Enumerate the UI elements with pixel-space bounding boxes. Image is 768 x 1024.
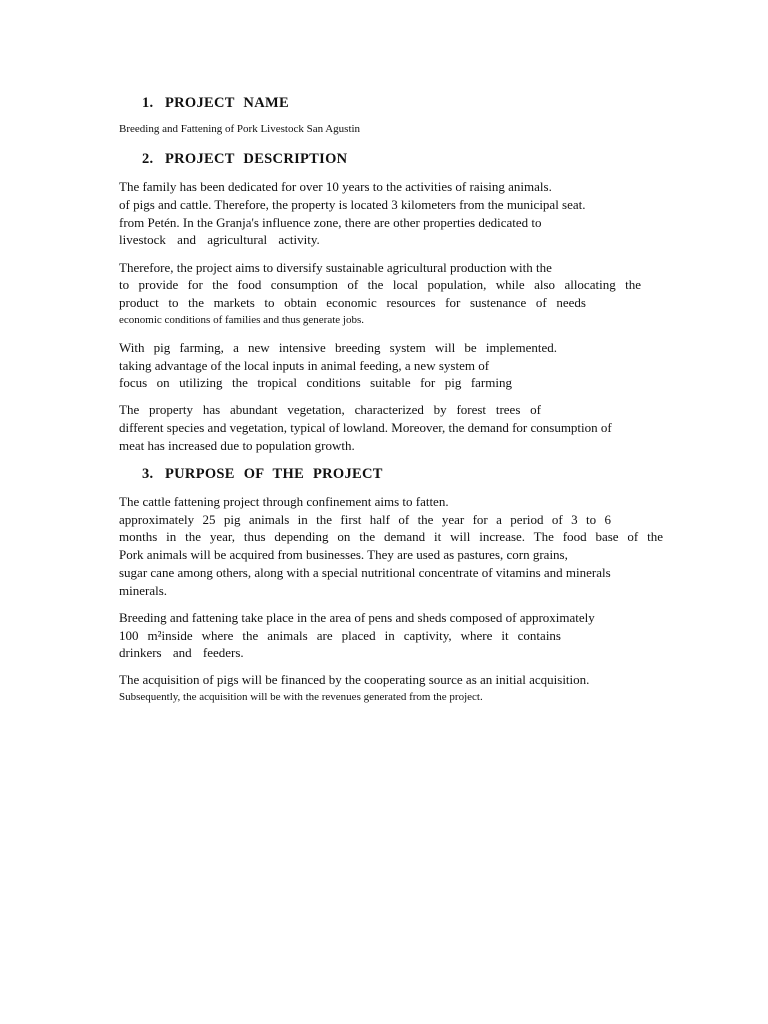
paragraph-line: Pork animals will be acquired from businesses. They are used as pastures, corn grains, [119, 547, 568, 562]
paragraph-line: to provide for the food consumption of the local population, while also allocating the [119, 277, 641, 292]
paragraph-line: different species and vegetation, typical of lowland. Moreover, the demand for consumption of [119, 420, 612, 435]
paragraph-line: economic conditions of families and thus generate jobs. [119, 314, 364, 326]
section-title: PROJECT NAME [165, 95, 289, 111]
section-heading-project-name [142, 96, 289, 111]
paragraph-line: Breeding and fattening take place in the area of pens and sheds composed of approximately [119, 610, 595, 625]
paragraph-line: of pigs and cattle. Therefore, the property is located 3 kilometers from the municipal seat. [119, 197, 586, 212]
paragraph-line: With pig farming, a new intensive breeding system will be implemented. [119, 340, 557, 355]
paragraph-line: The family has been dedicated for over 10 years to the activities of raising animals. [119, 179, 552, 194]
paragraph-line: livestock and agricultural activity. [119, 232, 320, 247]
section-title: PURPOSE OF THE PROJECT [165, 466, 383, 482]
section-number: 3. [142, 466, 154, 482]
paragraph-line: months in the year, thus depending on the demand it will increase. The food base of the [119, 529, 663, 544]
paragraph-line: The cattle fattening project through confinement aims to fatten. [119, 494, 449, 509]
section-title: PROJECT DESCRIPTION [165, 151, 348, 167]
paragraph-line: Therefore, the project aims to diversify sustainable agricultural production with the [119, 260, 552, 275]
paragraph-line: taking advantage of the local inputs in animal feeding, a new system of [119, 358, 490, 373]
paragraph-line: The property has abundant vegetation, characterized by forest trees of [119, 402, 541, 417]
section-number: 2. [142, 151, 154, 167]
section-heading-purpose [142, 467, 383, 482]
paragraph-line: focus on utilizing the tropical conditions suitable for pig farming [119, 375, 512, 390]
paragraph-line: from Petén. In the Granja's influence zone, there are other properties dedicated to [119, 215, 542, 230]
paragraph-line: sugar cane among others, along with a special nutritional concentrate of vitamins and minerals [119, 565, 611, 580]
paragraph-line: product to the markets to obtain economic resources for sustenance of needs [119, 295, 586, 310]
paragraph-line: 100 m²inside where the animals are placed in captivity, where it contains [119, 628, 561, 643]
section-number: 1. [142, 95, 154, 111]
section-heading-project-description [142, 152, 347, 167]
paragraph-line: approximately 25 pig animals in the first half of the year for a period of 3 to 6 [119, 512, 611, 527]
paragraph-line: drinkers and feeders. [119, 645, 244, 660]
paragraph-line: meat has increased due to population growth. [119, 438, 355, 453]
project-name-line: Breeding and Fattening of Pork Livestock San Agustin [119, 123, 361, 135]
paragraph-line: The acquisition of pigs will be financed by the cooperating source as an initial acquisition. [119, 672, 590, 687]
paragraph-line: minerals. [119, 583, 168, 598]
paragraph-line: Subsequently, the acquisition will be with the revenues generated from the project. [119, 691, 483, 703]
